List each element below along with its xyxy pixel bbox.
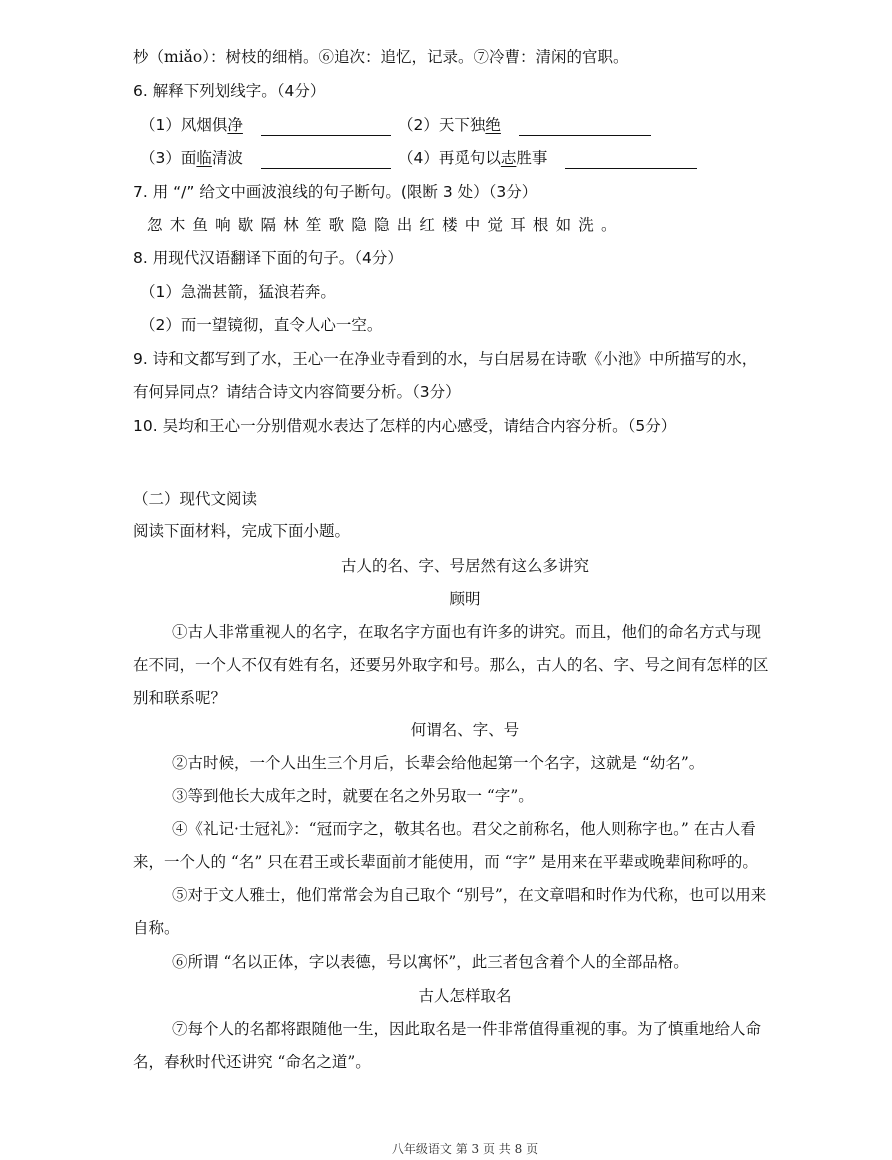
subheading-2: 古人怎样取名	[418, 987, 512, 1005]
paragraph-5-line-1: ⑤对于文人雅士，他们常常会为自己取个 “别号”，在文章唱和时作为代称，也可以用来	[172, 886, 767, 904]
underlined-char: 净	[227, 116, 243, 134]
paragraph-6: ⑥所谓 “名以正体，字以表德，号以寓怀”，此三者包含着个人的全部品格。	[172, 953, 689, 971]
section-instruction: 阅读下面材料，完成下面小题。	[133, 522, 351, 540]
q6-item-3: （3）面临清波	[140, 147, 391, 169]
answer-blank[interactable]	[261, 152, 391, 169]
underlined-char: 临	[196, 149, 212, 167]
paragraph-7-line-1: ⑦每个人的名都将跟随他一生，因此取名是一件非常值得重视的事。为了慎重地给人命	[172, 1020, 762, 1038]
question-8-title: 8. 用现代汉语翻译下面的句子。（4分）	[133, 249, 403, 267]
annotation-note: 杪（miǎo）：树枝的细梢。⑥追次：追忆，记录。⑦冷曹：清闲的官职。	[133, 48, 629, 66]
underlined-char: 绝	[485, 116, 501, 134]
answer-blank[interactable]	[565, 152, 697, 169]
paragraph-7-line-2: 名，春秋时代还讲究 “命名之道”。	[133, 1053, 371, 1071]
q7-sentence: 忽木鱼响歇隔林笙歌隐隐出红楼中觉耳根如洗。	[147, 216, 624, 234]
q8-sentence-1: （1）急湍甚箭，猛浪若奔。	[140, 283, 336, 301]
paragraph-4-line-1: ④《礼记·士冠礼》：“冠而字之，敬其名也。君父之前称名，他人则称字也。” 在古人看	[172, 820, 756, 838]
article-author: 顾明	[449, 590, 481, 608]
article-title: 古人的名、字、号居然有这么多讲究	[340, 557, 589, 575]
section-heading: （二）现代文阅读	[133, 490, 258, 508]
paragraph-3: ③等到他长大成年之时，就要在名之外另取一 “字”。	[172, 787, 534, 805]
subheading-1: 何谓名、字、号	[410, 721, 520, 739]
answer-blank[interactable]	[261, 119, 391, 136]
answer-blank[interactable]	[519, 119, 651, 136]
question-7-title: 7. 用 “/” 给文中画波浪线的句子断句。(限断 3 处）（3分）	[133, 183, 538, 201]
paragraph-4-line-2: 来，一个人的 “名” 只在君王或长辈面前才能使用，而 “字” 是用来在平辈或晚辈间称呼的。	[133, 853, 758, 871]
q6-item-4: （4）再觅句以志胜事	[398, 147, 697, 169]
paragraph-2: ②古时候，一个人出生三个月后，长辈会给他起第一个名字，这就是 “幼名”。	[172, 754, 705, 772]
question-6-title: 6. 解释下列划线字。（4分）	[133, 82, 326, 100]
q8-sentence-2: （2）而一望镜彻，直令人心一空。	[140, 316, 383, 334]
q6-item-2: （2）天下独绝	[398, 114, 651, 136]
page-footer: 八年级语文 第 3 页 共 8 页	[391, 1142, 539, 1156]
question-9-line-1: 9. 诗和文都写到了水，王心一在净业寺看到的水，与白居易在诗歌《小池》中所描写的水，	[133, 350, 758, 368]
underlined-char: 志	[500, 149, 517, 167]
question-10-title: 10. 吴均和王心一分别借观水表达了怎样的内心感受，请结合内容分析。（5分）	[133, 417, 677, 435]
paragraph-1-line-1: ①古人非常重视人的名字，在取名字方面也有许多的讲究。而且，他们的命名方式与现	[172, 623, 762, 641]
paragraph-1-line-2: 在不同，一个人不仅有姓有名，还要另外取字和号。那么，古人的名、字、号之间有怎样的区	[133, 656, 769, 674]
paragraph-5-line-2: 自称。	[133, 919, 180, 937]
question-9-line-2: 有何异同点？请结合诗文内容简要分析。（3分）	[133, 383, 461, 401]
q6-item-1: （1）风烟俱净	[140, 114, 391, 136]
paragraph-1-line-3: 别和联系呢？	[133, 689, 227, 707]
